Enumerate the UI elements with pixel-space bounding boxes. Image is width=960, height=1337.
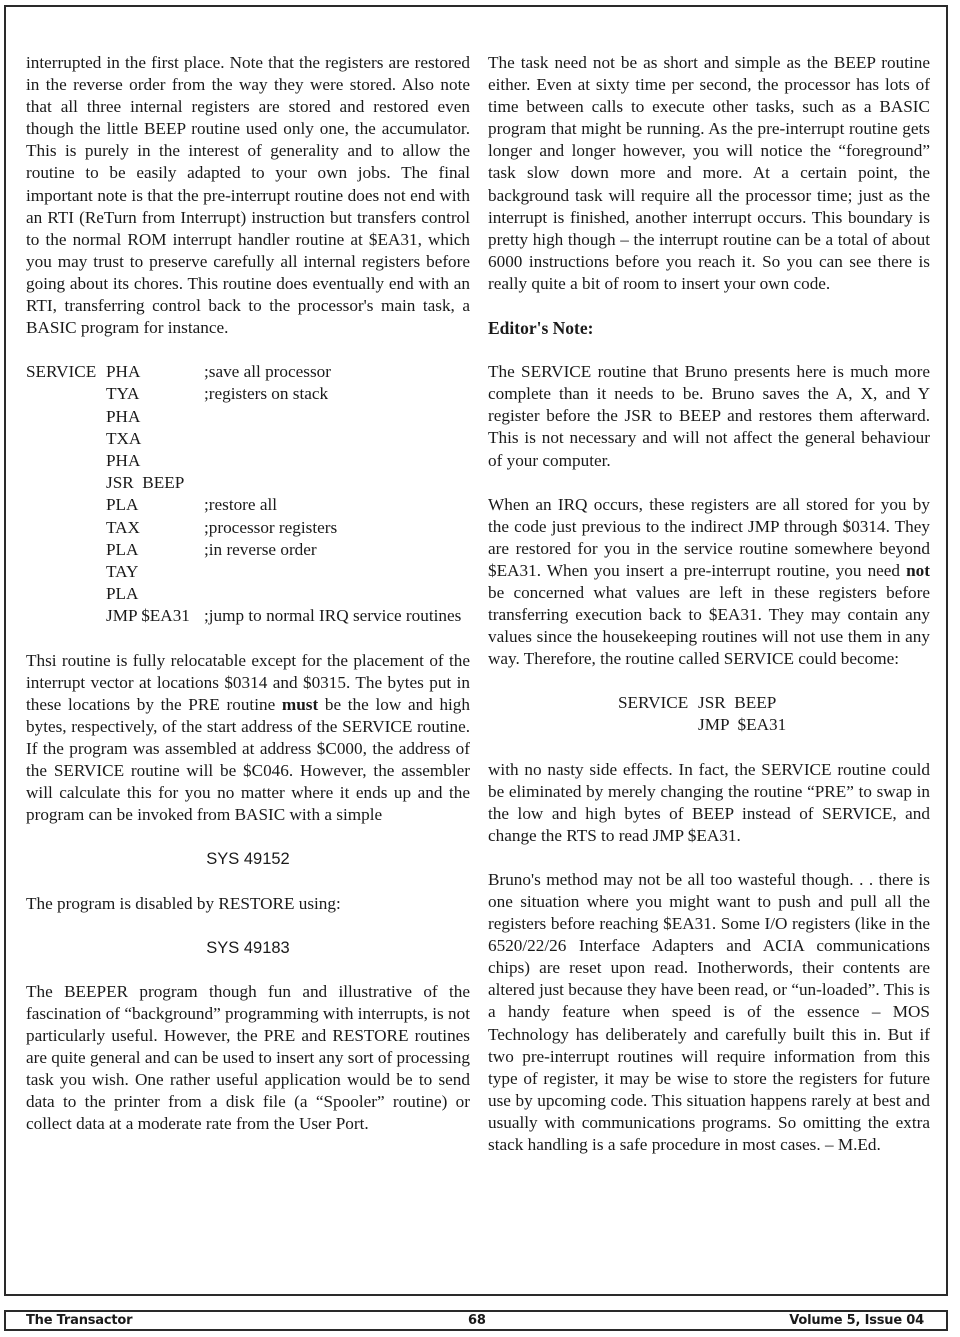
code-listing <box>26 361 470 627</box>
body-paragraph: The SERVICE routine that Bruno presents here is much more complete than it needs to be. Bruno saves the A, X, and Y register before the JSR to BEEP and restores them afterward. This is not necessary and will not affect the general behaviour of your computer. <box>488 362 930 470</box>
code-label <box>26 428 106 450</box>
code-label <box>26 517 106 539</box>
code-comment: ;save all processor <box>204 362 331 382</box>
code-label: SERVICE <box>618 693 689 713</box>
sys-command: SYS 49152 <box>206 850 290 869</box>
code-comment: ;processor registers <box>204 517 338 537</box>
code-comment <box>204 583 470 605</box>
code-op: PLA <box>106 584 139 604</box>
code-comment: ;registers on stack <box>204 384 329 404</box>
text-run: be the low and high bytes, respectively, of the start address of the SERVICE routine. If the program was assembled at address $C000, the address of the SERVICE routine will be $C046. However, the assembler will calculate this for you no matter where it ends up and the program can be invoked from BASIC with a simple <box>26 694 470 825</box>
page-footer <box>4 1310 948 1331</box>
code-op: JSR BEEP <box>698 693 777 713</box>
code-op: PHA <box>106 362 141 382</box>
code-comment: ;jump to normal IRQ service routines <box>204 606 462 626</box>
code-listing <box>618 692 930 736</box>
body-paragraph: interrupted in the first place. Note that the registers are restored in the reverse order from the way they were stored. Also note that all three internal registers are stored and restored even though the little BEEP routine used only one, the accumulator. This is purely in the interest of generality and to allow the routine to be easily adapted to your own jobs. The final important note is that the pre-interrupt routine does not end with an RTI (ReTurn from Interrupt) instruction but transfers control to the normal ROM interrupt handler routine at $EA31, which you may trust to preserve carefully all internal registers before going about its chores. This routine does eventually end with an RTI, transferring control back to the processor's main task, a BASIC program for instance. <box>26 53 470 338</box>
code-op: TYA <box>106 384 140 404</box>
code-label <box>26 472 106 494</box>
body-paragraph: The program is disabled by RESTORE using: <box>26 893 341 913</box>
issue-label: Volume 5, Issue 04 <box>789 1313 924 1328</box>
code-comment <box>204 472 470 494</box>
code-op: PLA <box>106 539 139 559</box>
body-paragraph: with no nasty side effects. In fact, the SERVICE routine could be eliminated by merely changing the routine “PRE” to swap in the low and high bytes of BEEP instead of SERVICE, and change the RTS to read JMP $EA31. <box>488 759 930 845</box>
code-label <box>26 383 106 405</box>
code-label <box>26 406 106 428</box>
code-label <box>26 539 106 561</box>
code-op: JMP $EA31 <box>698 715 787 735</box>
section-heading: Editor's Note: <box>488 318 594 339</box>
code-label <box>26 605 106 627</box>
right-column <box>488 52 930 1156</box>
code-op: PHA <box>106 406 141 426</box>
body-paragraph: Bruno's method may not be all too wasteful though. . . there is one situation where you might want to push and pull all the registers before reaching $EA31. Some I/O registers (like in the 6520/22/26 Interface Adapters and ACIA communications chips) are reset upon read. Inotherwords, their contents are altered just because they have been read, or “un-loaded”. This is a handy feature when speed is of the essence – MOS Technology has deliberately and carefully built this in. But if two pre-interrupt routines will require information from this type of register, it may be wise to store the registers for future use by upcoming code. This situation happens rarely at best and usually with communications programs. So omitting the extra stack handling is a safe procedure in most cases. – M.Ed. <box>488 869 930 1155</box>
code-label <box>26 494 106 516</box>
code-label <box>26 561 106 583</box>
code-label <box>26 583 106 605</box>
code-op: PLA <box>106 495 139 515</box>
code-label <box>26 450 106 472</box>
code-label: SERVICE <box>26 362 97 382</box>
code-op: TAX <box>106 517 140 537</box>
body-paragraph: The BEEPER program though fun and illustrative of the fascination of “background” programming with interrupts, is not particularly useful. However, the PRE and RESTORE routines are quite general and can be used to insert any sort of processing task you wish. One rather useful application would be to send data to the printer from a disk file (a “Spooler” routine) or collect data at a moderate rate from the User Port. <box>26 981 470 1134</box>
emphasis-text: must <box>281 694 319 714</box>
code-comment: ;in reverse order <box>204 539 317 559</box>
code-comment <box>204 450 470 472</box>
code-comment <box>204 428 470 450</box>
text-run: Thsi routine is fully relocatable except for the placement of the interrupt vector at locations $0314 and $0315. The bytes put in these locations by the PRE routine <box>26 650 470 714</box>
text-run: be concerned what values are left in these registers before transferring execution back to $EA31. They may contain any values since the housekeeping routines will not use them in any way. Therefore, the routine called SERVICE could become: <box>488 582 930 669</box>
text-run: When an IRQ occurs, these registers are all stored for you by the code just previous to the indirect JMP through $0314. They are restored for you in the service routine somewhere beyond $EA31. When you insert a pre-interrupt routine, you need <box>488 494 930 580</box>
code-comment <box>204 406 470 428</box>
code-op: PHA <box>106 451 141 471</box>
sys-command: SYS 49183 <box>206 938 290 957</box>
code-comment <box>204 561 470 583</box>
body-paragraph: The task need not be as short and simple as the BEEP routine either. Even at sixty time per second, the processor has lots of time between calls to execute other tasks, such as a BASIC program that might be running. As the pre-interrupt routine gets longer and longer however, you will notice the “foreground” task slow down more and more. At a certain point, the background task will require all the processor time; just as the interrupt is finished, another interrupt occurs. This boundary is pretty high though – the interrupt routine can be a total of about 6000 instructions before you reach it. So you can see there is really quite a bit of room to insert your own code. <box>488 53 930 293</box>
code-comment: ;restore all <box>204 495 278 515</box>
emphasis-text: not <box>906 560 930 580</box>
code-op: TXA <box>106 428 142 448</box>
code-label <box>618 714 698 736</box>
body-paragraph <box>488 494 930 671</box>
body-paragraph <box>26 650 470 827</box>
page-number: 68 <box>468 1313 486 1328</box>
code-op: JSR BEEP <box>106 473 185 493</box>
publication-name: The Transactor <box>26 1313 133 1328</box>
code-op: JMP $EA31 <box>106 606 190 626</box>
left-column <box>26 52 470 1135</box>
code-op: TAY <box>106 562 139 582</box>
